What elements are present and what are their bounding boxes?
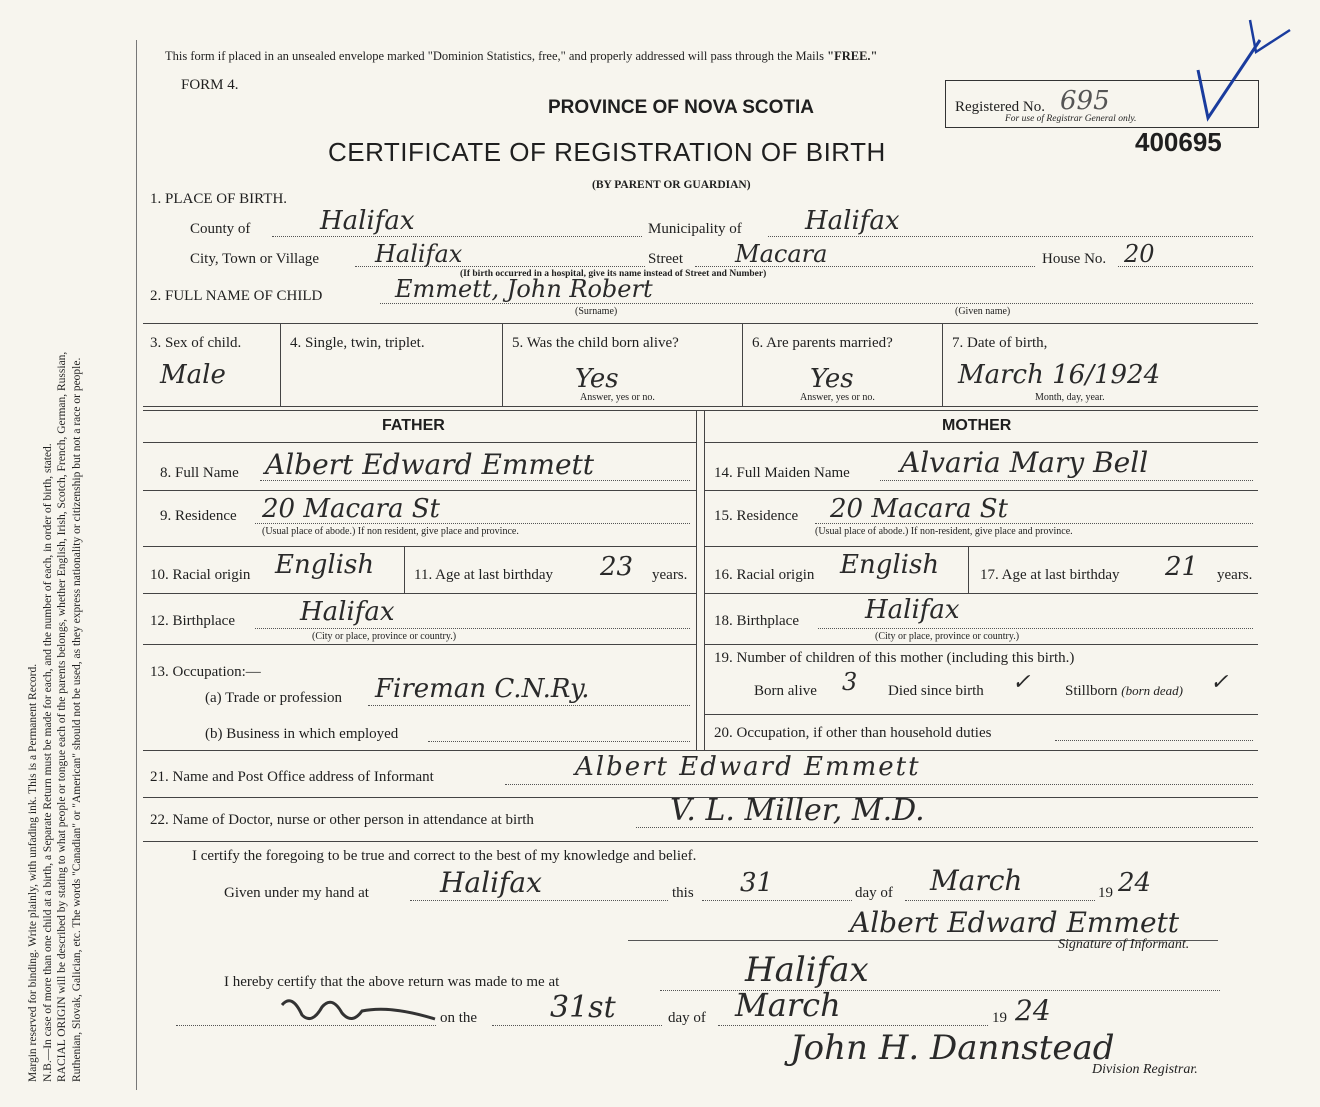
binding-margin-line <box>136 40 137 1090</box>
father-name-label: 8. Full Name <box>160 465 239 481</box>
stillborn-label-text: Stillborn <box>1065 683 1118 699</box>
mail-notice-text: This form if placed in an unsealed envelope marked "Dominion Statistics, free," and properly addressed will pass through the Mails <box>165 49 828 63</box>
parents-married-field[interactable]: Yes <box>810 364 854 394</box>
page-title: CERTIFICATE OF REGISTRATION OF BIRTH <box>328 137 886 167</box>
mother-age-field[interactable]: 21 <box>1165 552 1199 582</box>
died-since-birth-label: Died since birth <box>888 683 984 699</box>
mother-children-label: 19. Number of children of this mother (including this birth.) <box>714 650 1075 666</box>
mother-residence-label: 15. Residence <box>714 508 799 524</box>
mother-occupation-label: 20. Occupation, if other than household duties <box>714 725 992 741</box>
certify-day-field[interactable]: 31 <box>740 868 774 898</box>
checkmark-icon <box>1190 10 1300 125</box>
county-field[interactable]: Halifax <box>320 206 415 236</box>
died-since-birth-field[interactable]: ✓ <box>1012 670 1031 695</box>
certify-year-field[interactable]: 24 <box>1118 868 1152 898</box>
mail-notice <box>165 49 877 64</box>
sex-field[interactable]: Male <box>160 360 226 390</box>
certify-day-of-label: day of <box>855 885 893 901</box>
place-of-birth-label: 1. PLACE OF BIRTH. <box>150 191 288 207</box>
subtitle: (BY PARENT OR GUARDIAN) <box>592 179 751 191</box>
certify-year-prefix: 19 <box>1098 885 1113 901</box>
registered-number: 695 <box>1060 86 1110 116</box>
father-birthplace-note: (City or place, province or country.) <box>312 631 457 642</box>
father-occupation-label: 13. Occupation:— <box>150 664 261 680</box>
form-number: FORM 4. <box>181 77 239 93</box>
mother-age-label: 17. Age at last birthday <box>980 567 1120 583</box>
certify-month-field[interactable]: March <box>930 864 1023 897</box>
father-age-label: 11. Age at last birthday <box>414 567 553 583</box>
registrar-month-field[interactable]: March <box>735 986 841 1024</box>
stillborn-field[interactable]: ✓ <box>1210 670 1229 695</box>
father-heading: FATHER <box>382 417 445 434</box>
mother-name-label: 14. Full Maiden Name <box>714 465 850 481</box>
registrar-signature-label: Division Registrar. <box>1092 1062 1198 1077</box>
municipality-field[interactable]: Halifax <box>805 206 900 236</box>
doctor-field[interactable]: V. L. Miller, M.D. <box>670 793 925 828</box>
father-residence-note: (Usual place of abode.) If non resident, give place and province. <box>262 526 519 537</box>
surname-note: (Surname) <box>575 306 618 317</box>
registrar-signature: John H. Dannstead <box>790 1028 1115 1068</box>
born-alive-note: Answer, yes or no. <box>580 392 655 403</box>
house-label: House No. <box>1042 251 1107 267</box>
registrar-year-field[interactable]: 24 <box>1015 994 1051 1027</box>
father-residence-field[interactable]: 20 Macara St <box>262 494 440 524</box>
mother-residence-note: (Usual place of abode.) If non-resident, give place and province. <box>815 526 1073 537</box>
margin-notes <box>26 22 84 1082</box>
margin-line-1: Margin reserved for binding. Write plainly, with unfading ink. This is a Permanent Record. <box>27 663 39 1082</box>
father-race-field[interactable]: English <box>275 550 375 580</box>
mother-age-unit: years. <box>1217 567 1253 583</box>
father-age-field[interactable]: 23 <box>600 552 634 582</box>
doctor-label: 22. Name of Doctor, nurse or other person in attendance at birth <box>150 812 534 828</box>
city-label: City, Town or Village <box>190 251 320 267</box>
father-age-unit: years. <box>652 567 688 583</box>
registrar-year-prefix: 19 <box>992 1010 1007 1026</box>
stamp-number: 400695 <box>1135 127 1222 157</box>
registrar-place-field[interactable]: Halifax <box>745 950 869 990</box>
father-race-label: 10. Racial origin <box>150 567 251 583</box>
multiple-birth-label: 4. Single, twin, triplet. <box>290 335 425 351</box>
margin-line-3: RACIAL ORIGIN will be described by stating to what people or tongue each of the parents belongs, whether English, Irish, Scotch, French, German, Russian, <box>56 351 68 1082</box>
father-birthplace-field[interactable]: Halifax <box>300 597 395 627</box>
margin-line-2: N.B.—In case of more than one child at a birth, a Separate Return must be made for each, and the number of each, in order of birth, stated. <box>41 443 54 1082</box>
born-alive-count-field[interactable]: 3 <box>842 668 858 696</box>
mother-birthplace-label: 18. Birthplace <box>714 613 799 629</box>
mother-residence-field[interactable]: 20 Macara St <box>830 494 1008 524</box>
father-birthplace-label: 12. Birthplace <box>150 613 235 629</box>
on-the-label: on the <box>440 1010 478 1026</box>
mother-race-field[interactable]: English <box>840 550 940 580</box>
mother-race-label: 16. Racial origin <box>714 567 815 583</box>
given-place-field[interactable]: Halifax <box>440 866 542 899</box>
city-field[interactable]: Halifax <box>375 240 463 268</box>
given-under-label: Given under my hand at <box>224 885 369 901</box>
registrar-day-of-label: day of <box>668 1010 706 1026</box>
parents-married-note: Answer, yes or no. <box>800 392 875 403</box>
dob-note: Month, day, year. <box>1035 392 1105 403</box>
sex-label: 3. Sex of child. <box>150 335 242 351</box>
registrar-day-field[interactable]: 31st <box>550 990 616 1025</box>
father-name-field[interactable]: Albert Edward Emmett <box>265 448 595 481</box>
street-field[interactable]: Macara <box>735 240 828 268</box>
father-trade-label: (a) Trade or profession <box>205 690 343 706</box>
mother-birthplace-field[interactable]: Halifax <box>865 595 960 625</box>
county-label: County of <box>190 221 251 237</box>
informant-signature: Albert Edward Emmett <box>850 906 1180 939</box>
stillborn-label <box>1065 683 1183 700</box>
informant-label: 21. Name and Post Office address of Informant <box>150 769 434 785</box>
municipality-label: Municipality of <box>648 221 742 237</box>
father-residence-label: 9. Residence <box>160 508 237 524</box>
father-trade-field[interactable]: Fireman C.N.Ry. <box>375 674 590 704</box>
mother-heading: MOTHER <box>942 417 1012 434</box>
mother-name-field[interactable]: Alvaria Mary Bell <box>900 446 1149 479</box>
informant-signature-label: Signature of Informant. <box>1058 937 1190 952</box>
registrar-note: For use of Registrar General only. <box>1005 114 1137 124</box>
registrar-statement: I hereby certify that the above return was made to me at <box>224 974 560 990</box>
registered-label: Registered No. <box>955 99 1045 115</box>
stillborn-note: (born dead) <box>1121 683 1184 698</box>
given-name-note: (Given name) <box>955 306 1011 317</box>
parents-married-label: 6. Are parents married? <box>752 335 893 351</box>
born-alive-count-label: Born alive <box>754 683 817 699</box>
child-name-label: 2. FULL NAME OF CHILD <box>150 288 323 304</box>
informant-field[interactable]: Albert Edward Emmett <box>575 752 921 782</box>
mail-notice-free: "FREE." <box>827 49 878 63</box>
dob-field[interactable]: March 16/1924 <box>958 360 1161 390</box>
child-name-field[interactable]: Emmett, John Robert <box>395 275 653 303</box>
born-alive-field[interactable]: Yes <box>575 364 619 394</box>
certify-statement: I certify the foregoing to be true and correct to the best of my knowledge and belief. <box>192 848 697 864</box>
mother-birthplace-note: (City or place, province or country.) <box>875 631 1020 642</box>
street-label: Street <box>648 251 683 267</box>
province-heading: PROVINCE OF NOVA SCOTIA <box>548 97 815 118</box>
dob-label: 7. Date of birth, <box>952 335 1048 351</box>
father-business-label: (b) Business in which employed <box>205 726 399 742</box>
this-label: this <box>672 885 694 901</box>
born-alive-label: 5. Was the child born alive? <box>512 335 679 351</box>
hospital-note: (If birth occurred in a hospital, give its name instead of Street and Number) <box>460 269 767 279</box>
house-field[interactable]: 20 <box>1124 240 1155 268</box>
margin-line-4: Ruthenian, Slovak, Galician, etc. The words "Canadian" or "American" should not be used, as they express nationality or citizenship but not a race or people. <box>70 357 83 1082</box>
